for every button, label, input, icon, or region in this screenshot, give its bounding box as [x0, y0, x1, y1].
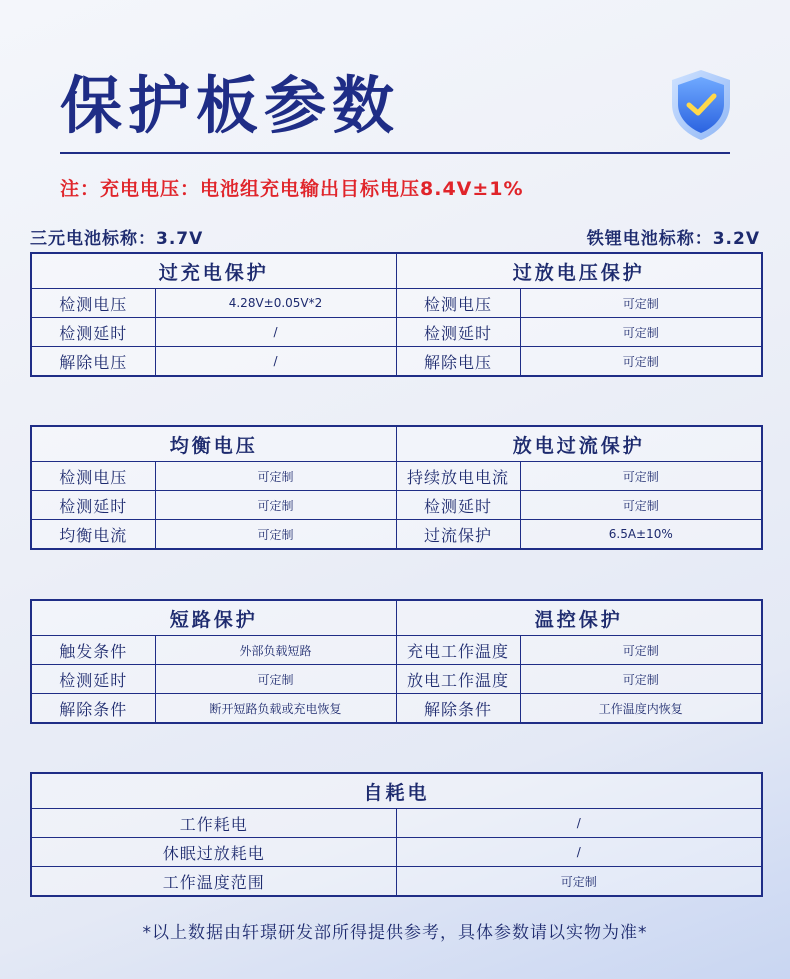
table-row	[31, 867, 762, 897]
overdischarge-header: 过放电压保护	[396, 253, 762, 289]
overcharge-header: 过充电保护	[31, 253, 396, 289]
page-title: 保护板参数	[60, 69, 401, 142]
self-consumption-header: 自耗电	[31, 773, 762, 809]
table-row	[31, 318, 762, 347]
row-label: 检测延时	[396, 491, 520, 520]
short-circuit-temperature-table	[30, 599, 763, 724]
table-row	[31, 347, 762, 377]
row-label: 检测延时	[31, 318, 155, 347]
row-value: 可定制	[396, 867, 762, 897]
row-value: 可定制	[155, 520, 396, 550]
row-value: /	[396, 809, 762, 838]
row-value: 可定制	[155, 665, 396, 694]
table-row	[31, 520, 762, 550]
row-value: 可定制	[520, 491, 762, 520]
overcharge-overdischarge-table	[30, 252, 763, 377]
row-value: 可定制	[155, 491, 396, 520]
table-row	[31, 289, 762, 318]
balance-overcurrent-table	[30, 425, 763, 550]
row-value: 可定制	[520, 318, 762, 347]
row-label: 解除电压	[31, 347, 155, 377]
balance-voltage-header: 均衡电压	[31, 426, 396, 462]
row-label: 解除条件	[396, 694, 520, 724]
table-row	[31, 636, 762, 665]
table-row	[31, 809, 762, 838]
row-value: /	[155, 347, 396, 377]
row-label: 触发条件	[31, 636, 155, 665]
table-row	[31, 694, 762, 724]
row-label: 工作耗电	[31, 809, 396, 838]
charge-voltage-note: 注：充电电压：电池组充电输出目标电压8.4V±1%	[60, 178, 524, 200]
row-value: /	[396, 838, 762, 867]
row-value: 可定制	[520, 462, 762, 491]
row-label: 均衡电流	[31, 520, 155, 550]
row-label: 休眠过放耗电	[31, 838, 396, 867]
row-value: 断开短路负载或充电恢复	[155, 694, 396, 724]
table-row	[31, 838, 762, 867]
row-value: 可定制	[155, 462, 396, 491]
row-value: 可定制	[520, 289, 762, 318]
row-value: 6.5A±10%	[520, 520, 762, 550]
title-divider	[60, 152, 730, 154]
row-value: /	[155, 318, 396, 347]
row-label: 解除条件	[31, 694, 155, 724]
row-value: 可定制	[520, 636, 762, 665]
row-label: 检测延时	[396, 318, 520, 347]
row-label: 检测电压	[31, 289, 155, 318]
self-consumption-table	[30, 772, 763, 897]
row-label: 检测延时	[31, 665, 155, 694]
row-label: 持续放电电流	[396, 462, 520, 491]
row-value: 外部负载短路	[155, 636, 396, 665]
row-label: 检测电压	[31, 462, 155, 491]
row-value: 4.28V±0.05V*2	[155, 289, 396, 318]
table-row	[31, 491, 762, 520]
row-label: 工作温度范围	[31, 867, 396, 897]
row-label: 放电工作温度	[396, 665, 520, 694]
row-label: 解除电压	[396, 347, 520, 377]
table-row	[31, 665, 762, 694]
disclaimer-footer: *以上数据由轩璟研发部所得提供参考，具体参数请以实物为准*	[142, 923, 648, 943]
short-circuit-header: 短路保护	[31, 600, 396, 636]
row-label: 过流保护	[396, 520, 520, 550]
row-value: 工作温度内恢复	[520, 694, 762, 724]
ternary-nominal-label: 三元电池标称：3.7V	[30, 229, 204, 249]
shield-check-icon	[668, 68, 734, 142]
row-value: 可定制	[520, 665, 762, 694]
discharge-overcurrent-header: 放电过流保护	[396, 426, 762, 462]
row-label: 检测电压	[396, 289, 520, 318]
row-value: 可定制	[520, 347, 762, 377]
row-label: 检测延时	[31, 491, 155, 520]
temperature-protection-header: 温控保护	[396, 600, 762, 636]
table-row	[31, 462, 762, 491]
row-label: 充电工作温度	[396, 636, 520, 665]
lfp-nominal-label: 铁锂电池标称：3.2V	[586, 229, 760, 249]
